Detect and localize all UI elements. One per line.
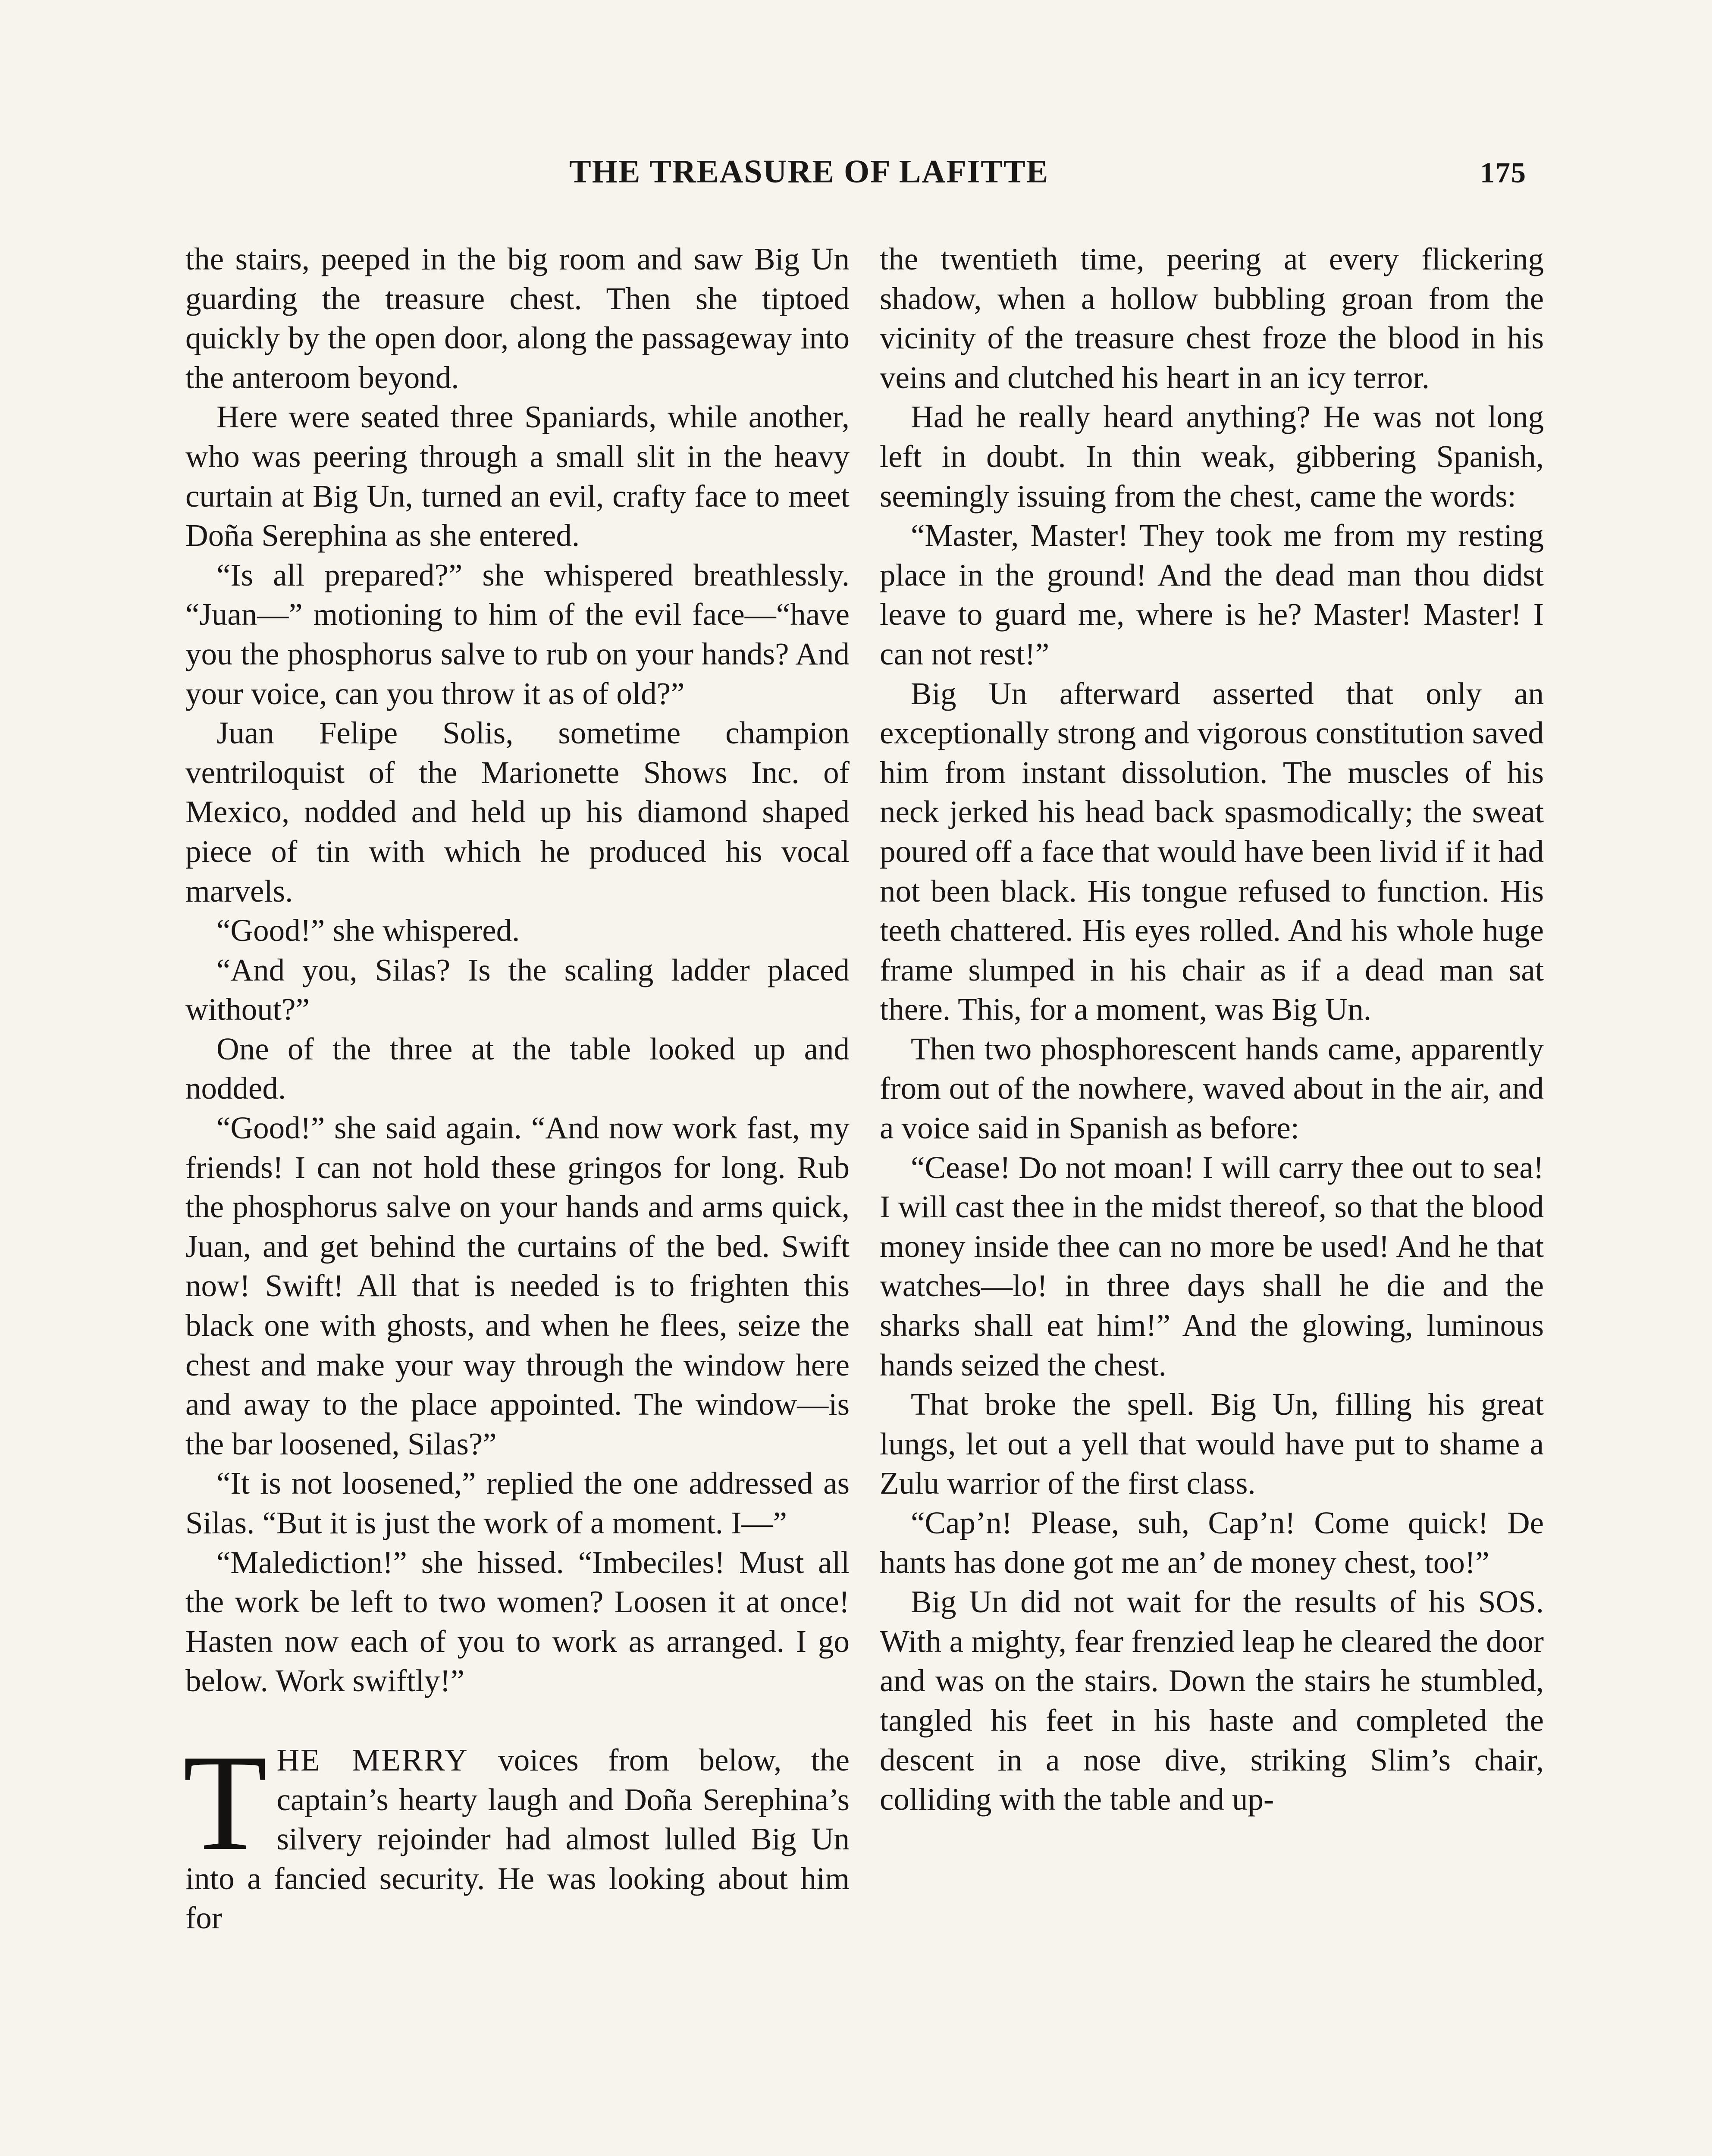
paragraph: the twentieth time, peering at every flickering shadow, when a hollow bubbling groan from the vicinity of the treasure chest froze the blood in his veins and clutched his heart in an icy terror.: [880, 241, 1544, 395]
small-caps-lead: HE MERRY: [276, 1742, 469, 1777]
paragraph: Big Un afterward asserted that only an exceptionally strong and vigorous constitution saved him from instant dissolution. The muscles of his neck jerked his head back spasmodically; the sweat poured off a face that would have been livid if it had not been black. His tongue refused to function. His teeth chattered. His eyes rolled. And his whole huge frame slumped in his chair as if a dead man sat there. This, for a moment, was Big Un.: [880, 676, 1544, 1027]
paragraph: “Good!” she whispered.: [216, 913, 520, 948]
running-header: [569, 153, 1527, 205]
paragraph: “Good!” she said again. “And now work fast, my friends! I can not hold these gringos for long. Rub the phosphorus salve on your hands and arms quick, Juan, and get behind the curtains of the bed. Swift now! Swift! All that is needed is to frighten this black one with ghosts, and when he flees, seize the chest and make your way through the window here and away to the place appointed. The window—is the bar loosened, Silas?”: [185, 1110, 850, 1461]
paragraph: “Cease! Do not moan! I will carry thee out to sea! I will cast thee in the midst thereof, so that the blood money inside thee can no more be used! And he that watches—lo! in three days shall he die and the sharks shall eat him!” And the glowing, luminous hands seized the chest.: [880, 1150, 1544, 1382]
paragraph: Then two phosphorescent hands came, apparently from out of the nowhere, waved about in the air, and a voice said in Spanish as before:: [880, 1031, 1544, 1146]
paragraph: Juan Felipe Solis, sometime champion ventriloquist of the Marionette Shows Inc. of Mexico, nodded and held up his diamond shaped piece of tin with which he produced his vocal marvels.: [185, 715, 850, 909]
running-title: THE TREASURE OF LAFITTE: [569, 154, 1049, 190]
paragraph-text: voices from below, the captain’s hearty laugh and Doña Serephina’s silvery rejoinder had almost lulled Big Un into a fancied security. He was looking about him for: [185, 1742, 850, 1936]
paragraph: the stairs, peeped in the big room and saw Big Un guarding the treasure chest. Then she tiptoed quickly by the open door, along the passageway into the anteroom beyond.: [185, 241, 850, 395]
paragraph: That broke the spell. Big Un, filling his great lungs, let out a yell that would have put to shame a Zulu warrior of the first class.: [880, 1387, 1544, 1501]
paragraph: “It is not loosened,” replied the one addressed as Silas. “But it is just the work of a moment. I—”: [185, 1466, 850, 1540]
paragraph: Had he really heard anything? He was not long left in doubt. In thin weak, gibbering Spanish, seemingly issuing from the chest, came the words:: [880, 399, 1544, 514]
drop-cap: T: [183, 1726, 267, 1879]
paragraph: Big Un did not wait for the results of his SOS. With a mighty, fear frenzied leap he cleared the door and was on the stairs. Down the stairs he stumbled, tangled his feet in his haste and completed the descent in a nose dive, striking Slim’s chair, colliding with the table and up-: [880, 1584, 1544, 1817]
paragraph: “Malediction!” she hissed. “Imbeciles! Must all the work be left to two women? Loosen it at once! Hasten now each of you to work as arranged. I go below. Work swiftly!”: [185, 1545, 850, 1698]
right-column: [880, 239, 1544, 1819]
paragraph: “And you, Silas? Is the scaling ladder placed without?”: [185, 952, 850, 1027]
paragraph: “Is all prepared?” she whispered breathlessly. “Juan—” motioning to him of the evil face—“have you the phosphorus salve to rub on your hands? And your voice, can you throw it as of old?”: [185, 557, 850, 711]
paragraph: “Cap’n! Please, suh, Cap’n! Come quick! De hants has done got me an’ de money chest, too!”: [880, 1505, 1544, 1580]
left-column: [185, 239, 850, 1938]
paragraph: “Master, Master! They took me from my resting place in the ground! And the dead man thou didst leave to guard me, where is he? Master! Master! I can not rest!”: [880, 518, 1544, 671]
paragraph: One of the three at the table looked up and nodded.: [185, 1031, 850, 1106]
page-number: 175: [1480, 156, 1527, 189]
paragraph: Here were seated three Spaniards, while another, who was peering through a small slit in the heavy curtain at Big Un, turned an evil, crafty face to meet Doña Serephina as she entered.: [185, 399, 850, 553]
section-opening-paragraph: [183, 1726, 850, 1938]
